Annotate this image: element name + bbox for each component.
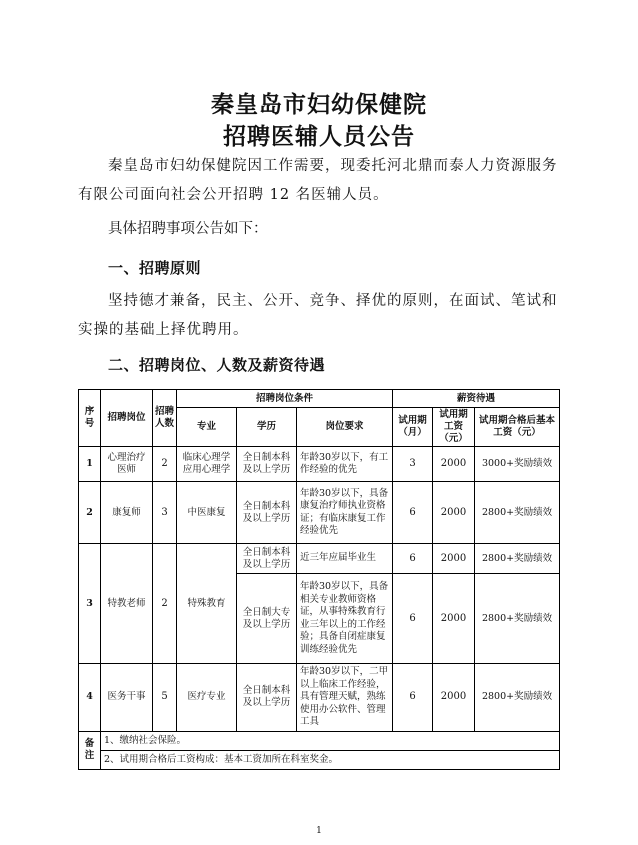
note-item: 1、缴纳社会保险。	[101, 731, 560, 750]
intro-text: 秦皇岛市妇幼保健院因工作需要，现委托河北鼎而泰人力资源服务有限公司面向社会公开招聘 12 名医辅人员。	[78, 158, 558, 203]
row-major: 医疗专业	[177, 664, 237, 732]
row-probation: 6	[393, 544, 433, 574]
table-row	[79, 447, 560, 482]
row-major: 特殊教育	[177, 544, 237, 664]
row-base-pay: 2800+奖励绩效	[475, 574, 560, 664]
notes-row	[79, 750, 560, 769]
row-education: 全日制本科及以上学历	[237, 482, 297, 544]
row-count: 2	[153, 447, 177, 482]
intro-paragraph	[78, 152, 568, 210]
row-probation: 6	[393, 664, 433, 732]
table-row	[79, 664, 560, 732]
row-requirement: 年龄30岁以下，具备相关专业教师资格证，从事特殊教育行业三年以上的工作经验；具备自闭症康复训练经验优先	[297, 574, 393, 664]
row-education: 全日制本科及以上学历	[237, 544, 297, 574]
document-title-line1: 秦皇岛市妇幼保健院	[211, 92, 427, 118]
header-seq: 序号	[79, 390, 101, 447]
table-row	[79, 482, 560, 544]
row-post: 康复师	[101, 482, 153, 544]
row-post: 心理治疗医师	[101, 447, 153, 482]
row-base-pay: 2800+奖励绩效	[475, 482, 560, 544]
principle-text: 坚持德才兼备，民主、公开、竞争、择优的原则，在面试、笔试和实操的基础上择优聘用。	[78, 293, 558, 338]
row-seq: 2	[79, 482, 101, 544]
section1-heading: 一、招聘原则	[108, 259, 202, 277]
row-education: 全日制大专及以上学历	[237, 574, 297, 664]
header-education: 学历	[237, 408, 297, 447]
row-requirement: 年龄30岁以下，有工作经验的优先	[297, 447, 393, 482]
row-count: 5	[153, 664, 177, 732]
section2-heading: 二、招聘岗位、人数及薪资待遇	[108, 356, 326, 374]
row-probation-pay: 2000	[433, 574, 475, 664]
header-probation: 试用期（月）	[393, 408, 433, 447]
header-conditions: 招聘岗位条件	[177, 390, 393, 408]
row-seq: 1	[79, 447, 101, 482]
row-post: 医务干事	[101, 664, 153, 732]
row-probation: 3	[393, 447, 433, 482]
note-item: 2、试用期合格后工资构成：基本工资加所在科室奖金。	[101, 750, 560, 769]
header-base-pay: 试用期合格后基本工资（元）	[475, 408, 560, 447]
notes-row	[79, 731, 560, 750]
items-intro: 具体招聘事项公告如下：	[108, 221, 268, 237]
row-base-pay: 3000+奖励绩效	[475, 447, 560, 482]
row-major: 临床心理学应用心理学	[177, 447, 237, 482]
header-count: 招聘人数	[153, 390, 177, 447]
row-probation-pay: 2000	[433, 482, 475, 544]
row-post: 特教老师	[101, 544, 153, 664]
row-requirement: 近三年应届毕业生	[297, 544, 393, 574]
table-row	[79, 544, 560, 574]
row-education: 全日制本科及以上学历	[237, 664, 297, 732]
page-number: 1	[316, 826, 322, 836]
header-requirement: 岗位要求	[297, 408, 393, 447]
row-count: 2	[153, 544, 177, 664]
row-education: 全日制本科及以上学历	[237, 447, 297, 482]
row-probation: 6	[393, 482, 433, 544]
row-count: 3	[153, 482, 177, 544]
row-probation-pay: 2000	[433, 447, 475, 482]
row-probation: 6	[393, 574, 433, 664]
header-probation-pay: 试用期工资（元）	[433, 408, 475, 447]
document-title-line2: 招聘医辅人员公告	[223, 124, 415, 150]
header-salary: 薪资待遇	[393, 390, 560, 408]
row-probation-pay: 2000	[433, 664, 475, 732]
header-post: 招聘岗位	[101, 390, 153, 447]
row-requirement: 年龄30岁以下，具备康复治疗师执业资格证；有临床康复工作经验优先	[297, 482, 393, 544]
row-seq: 4	[79, 664, 101, 732]
row-probation-pay: 2000	[433, 544, 475, 574]
row-seq: 3	[79, 544, 101, 664]
principle-paragraph	[78, 287, 568, 345]
row-major: 中医康复	[177, 482, 237, 544]
header-major: 专业	[177, 408, 237, 447]
row-requirement: 年龄30岁以下，二甲以上临床工作经验，具有管理天赋，熟练使用办公软件、管理工具	[297, 664, 393, 732]
row-base-pay: 2800+奖励绩效	[475, 544, 560, 574]
notes-label: 备注	[79, 731, 101, 769]
recruitment-table	[78, 389, 560, 770]
row-base-pay: 2800+奖励绩效	[475, 664, 560, 732]
